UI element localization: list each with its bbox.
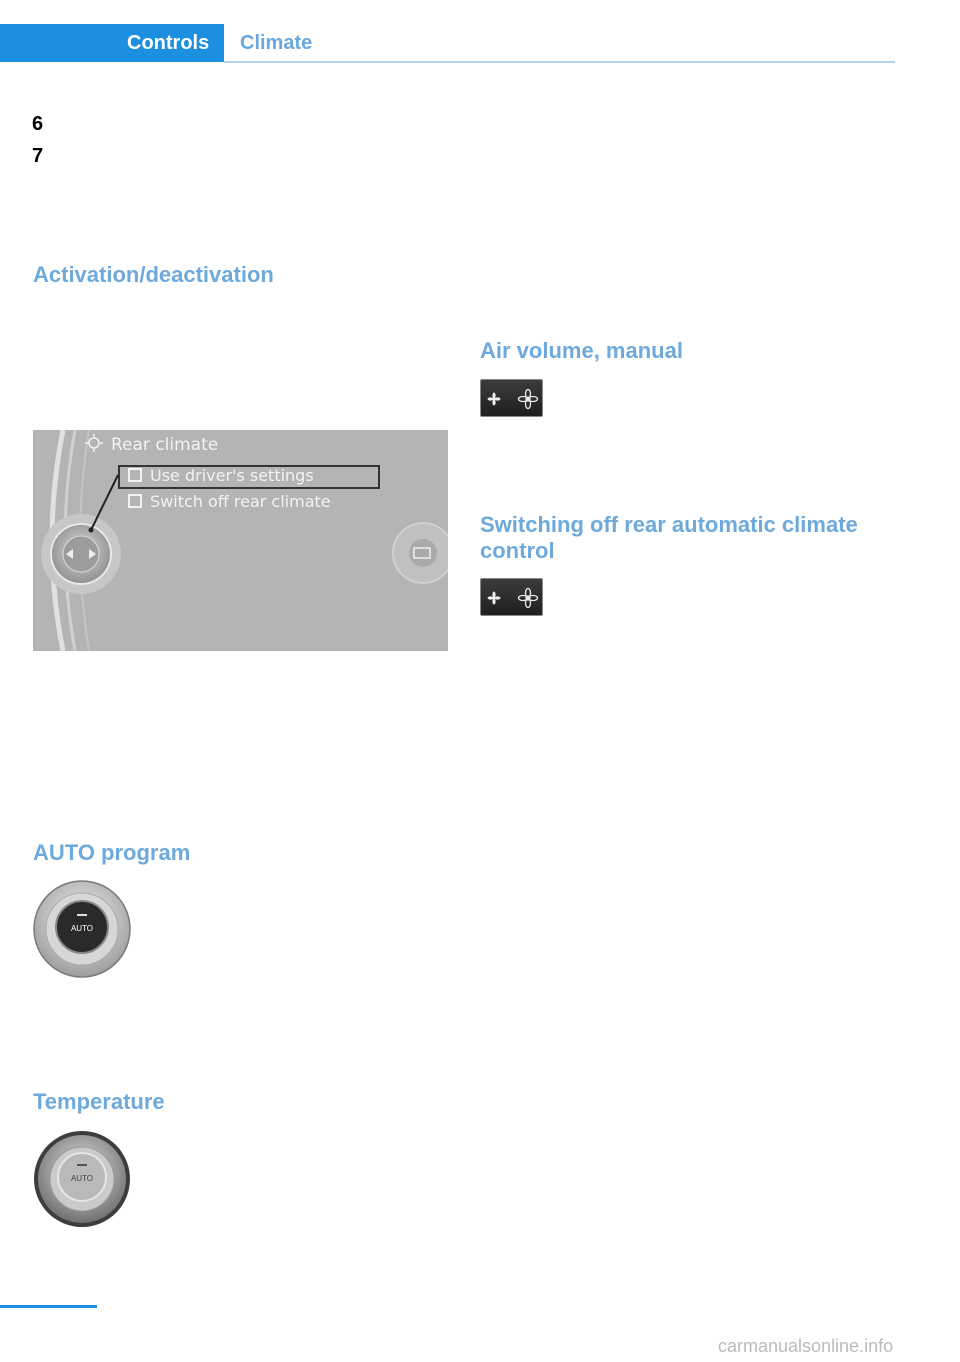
screen-title: Rear climate <box>111 435 219 455</box>
option-switch-off-rear-climate[interactable] <box>128 492 331 511</box>
screen-frame-graphic <box>33 430 448 651</box>
checkbox-icon <box>128 494 142 508</box>
header-rule <box>224 61 895 63</box>
heading-air-volume: Air volume, manual <box>480 338 683 363</box>
watermark: carmanualsonline.info <box>718 1336 894 1356</box>
option-use-drivers-settings[interactable] <box>128 466 314 485</box>
fan-large-icon <box>519 589 538 608</box>
fan-icons <box>481 380 542 416</box>
fan-button[interactable] <box>480 578 543 616</box>
heading-temperature: Temperature <box>33 1089 165 1114</box>
tab-controls[interactable]: Controls <box>0 24 224 62</box>
heading-activation: Activation/deactivation <box>33 262 274 287</box>
heading-auto-program: AUTO program <box>33 840 191 865</box>
rear-climate-screen <box>33 430 448 651</box>
footer-rule <box>0 1305 97 1308</box>
option-label: Switch off rear climate <box>150 492 331 511</box>
checkbox-icon <box>128 468 142 482</box>
item-number-7: 7 <box>32 145 44 167</box>
item-number-6: 6 <box>32 113 44 135</box>
fan-button[interactable] <box>480 379 543 417</box>
option-label: Use driver's settings <box>150 466 314 485</box>
fan-icons <box>481 579 542 615</box>
tab-climate[interactable]: Climate <box>240 32 313 54</box>
auto-knob-image <box>33 880 131 978</box>
heading-switching-off: Switching off rear automatic climate control <box>480 512 858 563</box>
fan-large-icon <box>519 390 538 409</box>
fan-small-icon <box>488 592 501 605</box>
temperature-knob-label: AUTO <box>70 1174 94 1183</box>
fan-small-icon <box>488 393 501 406</box>
temperature-knob-image <box>33 1130 131 1228</box>
auto-knob-label: AUTO <box>70 924 94 933</box>
